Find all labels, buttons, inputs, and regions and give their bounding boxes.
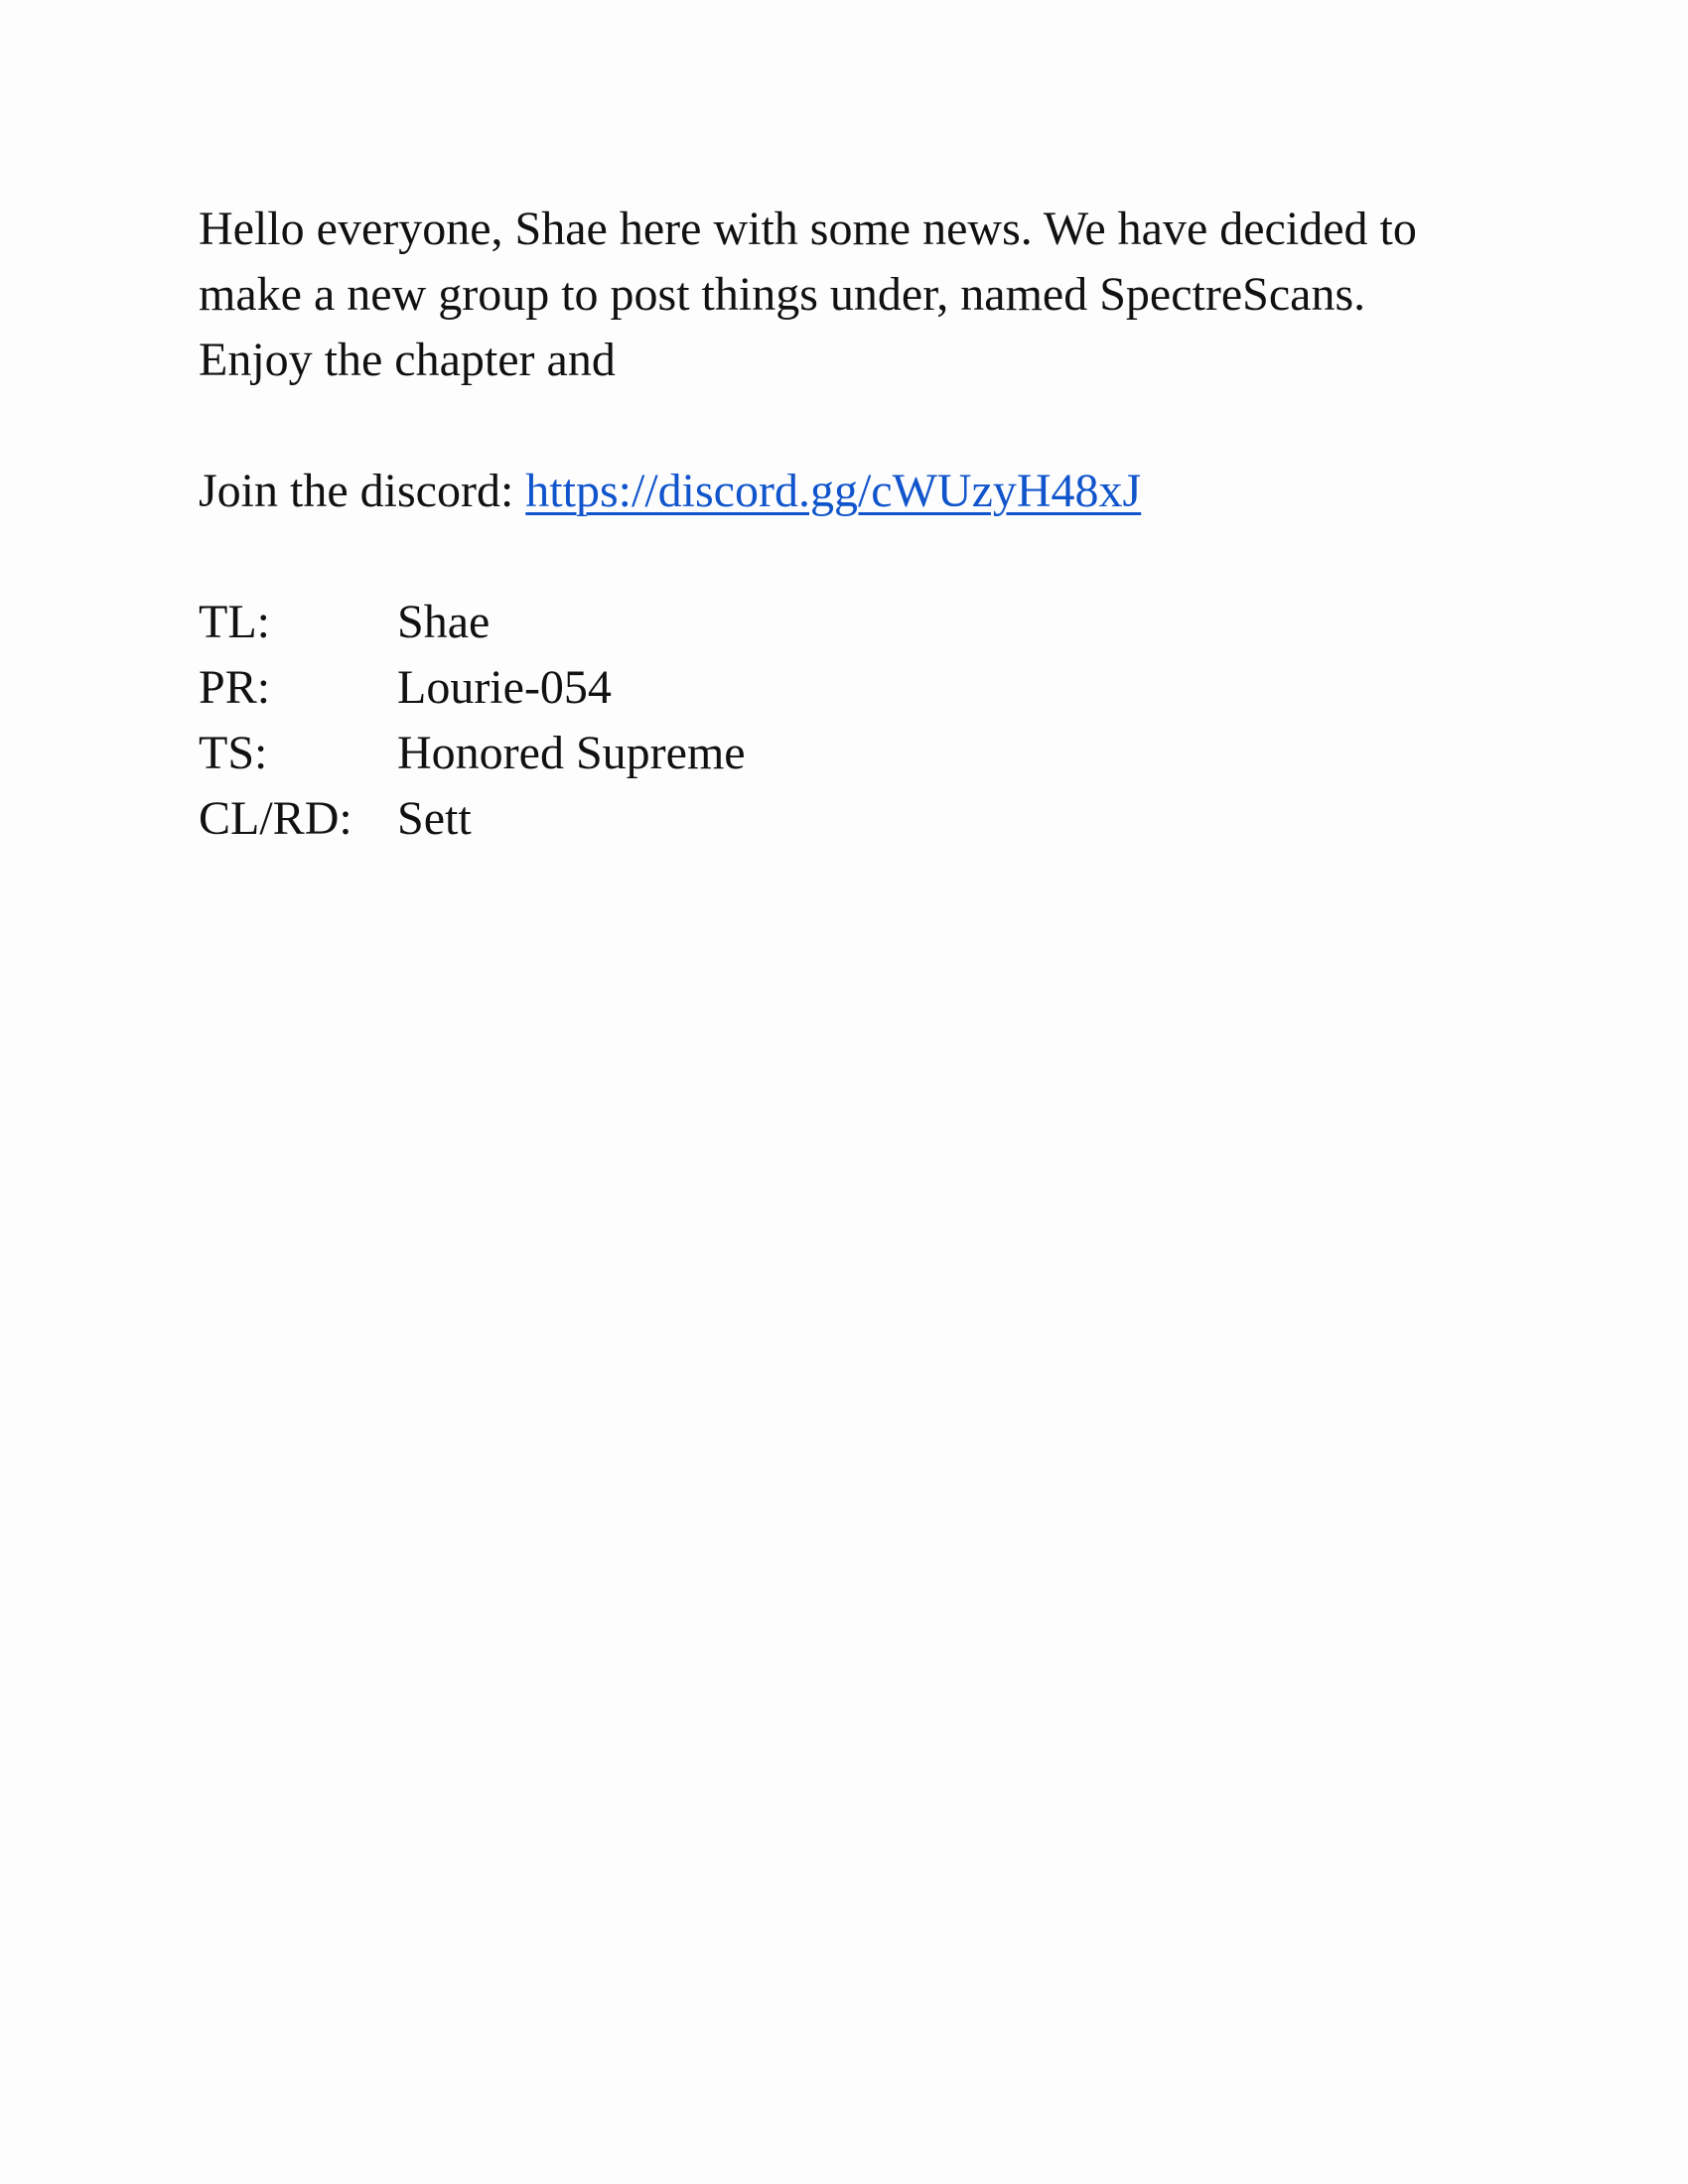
credit-role: PR: — [199, 661, 271, 714]
intro-paragraph — [199, 197, 1509, 393]
document-body — [199, 197, 1509, 852]
credit-name: Lourie-054 — [397, 661, 612, 714]
credit-name: Honored Supreme — [397, 727, 746, 779]
credits-list — [199, 590, 1509, 852]
credit-role: CL/RD: — [199, 792, 352, 845]
credit-row-clrd — [199, 786, 1509, 852]
credit-role: TL: — [199, 596, 270, 648]
credit-role: TS: — [199, 727, 268, 779]
credit-name: Sett — [397, 792, 472, 845]
intro-line: Hello everyone, Shae here with some news. We have decided to — [199, 203, 1417, 255]
intro-line: Enjoy the chapter and — [199, 334, 616, 386]
credit-name: Shae — [397, 596, 491, 648]
discord-link[interactable]: https://discord.gg/cWUzyH48xJ — [525, 465, 1142, 517]
discord-line — [199, 459, 1509, 524]
intro-line: make a new group to post things under, named SpectreScans. — [199, 268, 1366, 321]
credit-row-pr — [199, 655, 1509, 721]
credit-row-ts — [199, 721, 1509, 786]
discord-label: Join the discord: — [199, 465, 526, 517]
credit-row-tl — [199, 590, 1509, 655]
